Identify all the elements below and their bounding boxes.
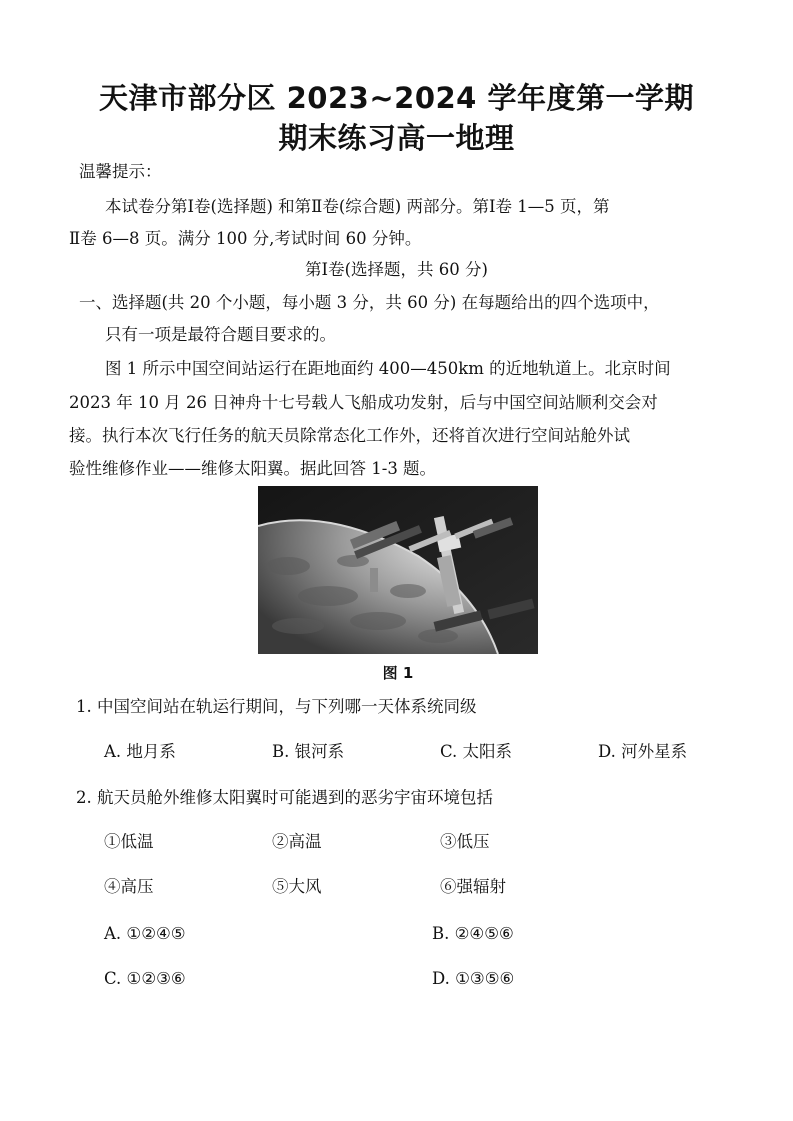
question-2-option-c: C. ①②③⑥ — [104, 969, 186, 988]
question-2-item-5: ⑤大风 — [272, 877, 322, 896]
passage-line-4: 验性维修作业——维修太阳翼。据此回答 1-3 题。 — [69, 459, 437, 478]
section-instruction-line-1: 一、选择题(共 20 个小题，每小题 3 分，共 60 分) 在每题给出的四个选项中， — [79, 293, 660, 312]
section-instruction-line-2: 只有一项是最符合题目要求的。 — [105, 325, 336, 344]
question-1-option-b: B. 银河系 — [272, 742, 345, 761]
passage-line-1: 图 1 所示中国空间站运行在距地面约 400—450km 的近地轨道上。北京时间 — [105, 359, 671, 378]
notice-text-line-1: 本试卷分第Ⅰ卷(选择题) 和第Ⅱ卷(综合题) 两部分。第Ⅰ卷 1—5 页，第 — [105, 197, 610, 216]
question-1-option-a: A. 地月系 — [104, 742, 176, 761]
question-2-item-3: ③低压 — [440, 832, 490, 851]
question-2-option-d: D. ①③⑤⑥ — [432, 969, 515, 988]
question-2-option-b: B. ②④⑤⑥ — [432, 924, 514, 943]
question-2-item-1: ①低温 — [104, 832, 154, 851]
passage-line-3: 接。执行本次飞行任务的航天员除常态化工作外，还将首次进行空间站舱外试 — [69, 426, 630, 445]
exam-title: 天津市部分区 2023~2024 学年度第一学期 — [99, 81, 694, 115]
question-1-option-c: C. 太阳系 — [440, 742, 513, 761]
notice-text-line-2: Ⅱ卷 6—8 页。满分 100 分,考试时间 60 分钟。 — [69, 229, 422, 248]
section-heading: 第Ⅰ卷(选择题，共 60 分) — [305, 260, 488, 279]
question-2-item-2: ②高温 — [272, 832, 322, 851]
notice-label: 温馨提示： — [79, 162, 162, 181]
question-1-option-d: D. 河外星系 — [598, 742, 688, 761]
question-2-item-4: ④高压 — [104, 877, 154, 896]
passage-line-2: 2023 年 10 月 26 日神舟十七号载人飞船成功发射，后与中国空间站顺利交会对 — [69, 393, 658, 412]
question-1-stem: 1. 中国空间站在轨运行期间，与下列哪一天体系统同级 — [76, 697, 477, 716]
space-station-photo — [258, 486, 538, 654]
exam-subtitle: 期末练习高一地理 — [278, 121, 515, 155]
figure-caption: 图 1 — [382, 664, 414, 682]
question-2-stem: 2. 航天员舱外维修太阳翼时可能遇到的恶劣宇宙环境包括 — [76, 788, 493, 807]
question-2-option-a: A. ①②④⑤ — [104, 924, 186, 943]
space-station-illustration — [258, 486, 538, 654]
question-2-item-6: ⑥强辐射 — [440, 877, 506, 896]
